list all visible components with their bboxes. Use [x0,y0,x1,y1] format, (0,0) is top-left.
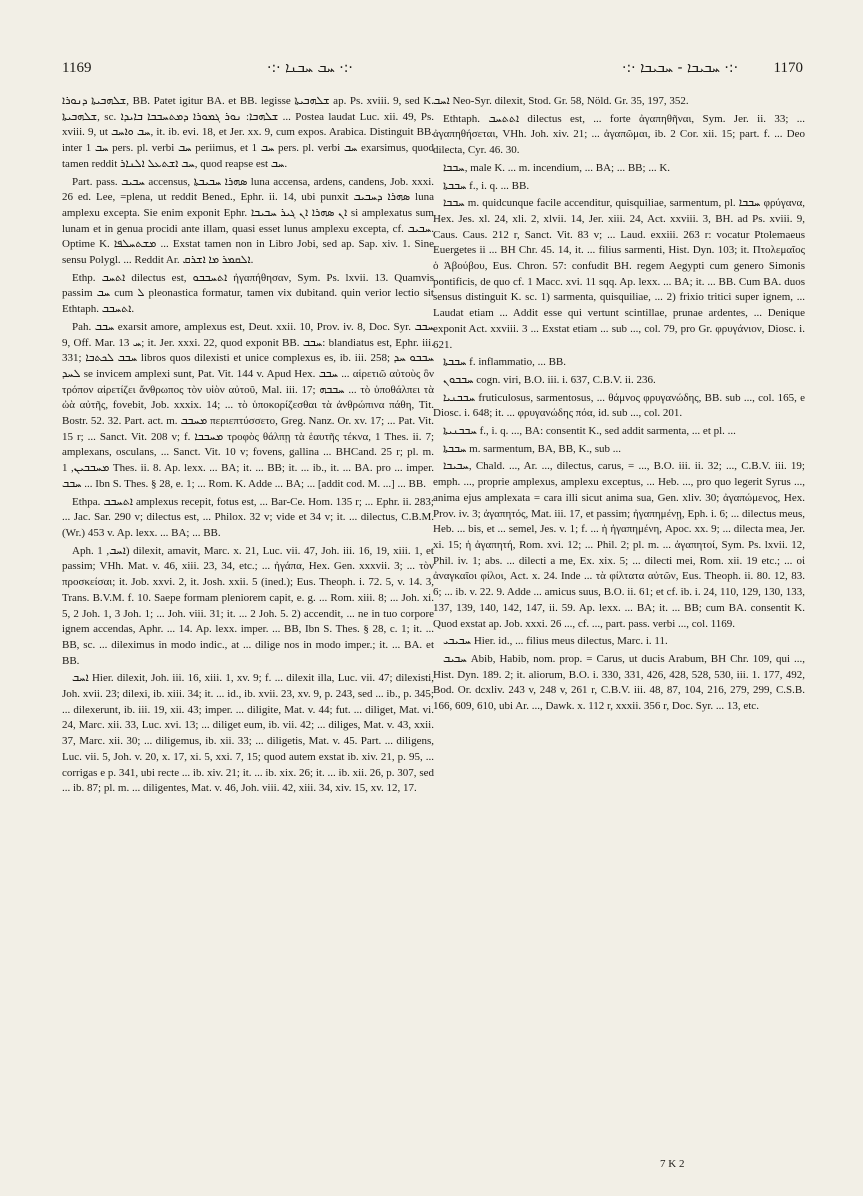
entry-paragraph: ܚܒܒܐ m. quidcunque facile accenditur, quisquiliae, sarmentum, pl. ܚܒܒܐ φρύγανα, Hex. Jes. xl. 24, xli. 2, xlvii. 14, Jer. xiii. 24, Act. xxviii. 3, BH. ad Ps. xviii. 9, Caus. Caus. 212 r, Sanct. Vit. 83 v; ... Laud. exxiii. 263 r: vocatur Ptolemaeus Euergetes ii ... BH Chr. 45. 14, it. ... filius sarmenti, Hist. Dyn. 103; it. Πτολεμαῖος ὁ Ἀβούβου, Eus. Chron. 57: confudit BH. regem Aegypti cum genero Simonis pontificis, de quo cf. 1 Macc. xvi. 11 sqq. Ap. lexx. ... BA; it. ... BB. Cum BA. duos sensus distinguit K. sc. 1) sarmenta, quisquiliae, ... 2) frixio tritici super ignem, ... Laudat etiam ... Addit esse qui vertunt scintillae, prunae ardentes, ... Denique exponit Act. xxviii. 3 ... Exstat etiam ... sub ..., col. 79, pro Gr. φρυγάνιον, Diosc. i. 621. [433,197,805,351]
entry-paragraph: Pah. ܚܒܒ exarsit amore, amplexus est, Deut. xxii. 10, Prov. iv. 8, Doc. Syr. ܚܒܒ 9, Off. Mar. ܚ 13; it. Jer. xxxi. 22, quod exponit BB. ܚܒܒ: blandiatus est, Ephr. iii. 331; ܚܒܒ ܠܟܬܒܐ libros quos dilexisti et unice complexus es, ib. iii. 258; ܚܒܒܘ ܚܕ ܠܚܕ se invicem amplexi sunt, Pat. Vit. 144 v. Apud Hex. ܚܒܒ ... αἱρετιῶ αὐτοὺς ὃν τρόπον αἱρετίζει ἄνθρωπος τὸν υἱὸν αὐτοῦ, Mal. iii. 17; ܚܒܒܗ ... τὸ ὑποθάλπει τὰ ὠὰ αὐτῆς, fovebit, Job. xxxix. 14; ... τὸ ὑποκορίζεσθαι τὰ ἀνθρώπινα πάθη, Tit. Bostr. 52. 32. Part. act. m. ܡܚܒܒ περιεπτύσσετο, Greg. Nanz. Or. xv. 17; ... Pat. Vit. 15 r; ... Sanct. Vit. 208 v; f. ܡܚܒܒܐ τροφὸς θάλπῃ τὰ ἑαυτῆς τέκνα, 1 Thes. ii. 7; amplexans, osculans, ... Sanct. Vit. 10 v; fovens, gallina ... BHCand. 25 r; pl. m. ܡܚܒܒܝܢ, 1 Thes. ii. 8. Ap. lexx. ... BA; it. ... BB; it. ... ib., it. ... BA. pro ... imper. ܚܒܒ ... Ibn S. Thes. § 28, e. 1; ... Rom. K. Adde ... BA; ... [addit cod. M. ...] ... BB. [62,320,434,490]
entry-paragraph: Ethtaph. ܐܬܬܚܒ dilectus est, ... forte ἀγαπηθῆναι, Sym. Jer. ii. 33; ... ἀγαπηθήσεται, VHh. Joh. xiv. 21; ... ἀγαπῶμαι, ib. 2 Cor. xii. 15; part. f. ... Deo dilecta, Cyr. 46. 30. [433,112,805,157]
entry-paragraph: ܚܒܒܬܐ f., i. q. ... BB. [443,179,530,192]
signature-mark: 7 K 2 [660,1158,685,1170]
left-column [62,94,434,1174]
entry-paragraph: ܚܒܒܢܝܬܐ f., i. q. ..., BA: consentit K., sed addit sarmenta, ... et pl. ... [443,425,736,438]
entry-paragraph: ܐܚܒ Hier. dilexit, Joh. iii. 16, xiii. 1, xv. 9; f. ... dilexit illa, Luc. vii. 47; dilexisti, Joh. xvii. 23; dilexi, ib. xiii. 34; it. ... id., ib. xvii. 23, xv. 9, p. 243, sed ... ib., p. 345; ... dilexerunt, ib. iii. 19, xii. 43; imper. ... diligite, Mat. v. 44; fut. ... diliget, Mat. vi. 24, Marc. xii. 33, Luc. xvi. 13; ... diliget eum, ib. vii. 42; ... diliges, Mat. v. 43, xxii. 37, Marc. xii. 30; ... diligemus, ib. xii. 33; ... diligetis, Mat. v. 45. Part. ... diligens, Luc. vii. 5, Joh. v. 20, x. 17, xi. 5, xxi. 7, 15; quod autem exstat ib. xiv. 21, p. 95, ... corrigas e p. 341, ubi recte ... ib. xiv. 21; it. ... ib. xix. 26; it. ... ib. xii. 26, p. 307, sed ... ib. 87; pl. m. ... diligentes, Mat. v. 46, Joh. viii. 42, xiii. 34, xiv. 15, xv. 12, 17. [62,672,434,795]
entry-paragraph: ܚܒܝܒ Abib, Habib, nom. prop. = Carus, ut ducis Arabum, BH Chr. 109, qui ..., Hist. Dyn. 189. 2; it. aliorum, B.O. i. 330, 331, 426, 428, 528, 530, iii. 1. 177, 492, Bod. Or. dcxliv. 243 v, 248 v, 261 r, C.B.V. iii. 48, 87, 104, 216, 279, 299, C.S.B. 166, 609, 610, ubi Ar. ..., Dawk. x. 112 r, xxxii. 356 r, Doc. Syr. ... 13, etc. [433,652,805,713]
entry-paragraph: ܚܒܝܒܝ Hier. id., ... filius meus dilectus, Marc. i. 11. [443,635,668,648]
entry-paragraph: ܚܒܒܢܝܐ fruticulosus, sarmentosus, ... θάμνος φρυγανώδης, BB. sub ..., col. 165, e Diosc. i. 648; it. ... φρυγανώδης πόα, id. sub ..., col. 201. [433,391,805,420]
entry-paragraph: ܫܠܗܒܝܬܐ ܕܢܘܪܐ, BB. Patet igitur BA. et BB. legisse ܫܠܗܒܝܬܐ ap. Ps. xviii. 9, sed K. ܫܠܗܒܝܬܐ, sc. ܫܠܗܒܐ: ܢܘܪ ܓܡܘܪܐ ܕܡܬܚܒܒܐ ܒܐܝܕܐ ... Postea laudat Luc. xii. 49, Ps. xviii. 9, ut ܚܒ ܘܐܚܒ, it. ib. evi. 18, et Jer. xx. 9, cum expos. Arabica. Distinguit BB. inter ܚܒ 1 pers. pl. verbi ܚܒ periimus, et ܚܒ 1 pers. pl. verbi ܚܒ exarsimus, quod tamen reddit ܚܒ ܐܫܬܥܠ ܐܠܢܐܪ, quod reapse est ܚܒ. [62,95,434,170]
entry-paragraph: ܚܒܒܘܢ cogn. viri, B.O. iii. i. 637, C.B.V. ii. 236. [443,373,656,386]
running-head-right: ·:· ܚܒܝܒܐ - ܚܒܝܒܐ ·:· [622,60,739,76]
entry-paragraph: ܚܒܝܒܐ, Chald. ..., Ar. ..., dilectus, carus, = ..., B.O. iii. ii. 32; ..., C.B.V. iii. 19; emph. ..., proprie amplexus, amplexu exceptus, ... Heb. ..., pro quo legerit Syrus ..., anima ejus amplexata = cara illi sicut anima sua, Gen. xliv. 30; ἀγαπώμενος, Hex. Prov. iv. 3; ἀγαπητός, Mat. iii. 17, et passim; ἠγαπημένῃ, Eph. i. 6; ... dilectus meus, Heb. ... bis, et ... semel, Jes. v. 1; f. ... ἡ ἠγαπημένη, Apoc. xx. 9; ... dilecta mea, Jer. xi. 15; ἡ ἀγαπητή, Rom. xvi. 12; ... Phil. 2; pl. m. ... ἀγαπητοί, Sym. Ps. lxvii. 12, Phil. iv. 1; abs. ... dilecti a me, Ex. xix. 5; ... dilecti mei, Rom. xii. 19 etc.; ... οἱ ἀναγκαῖοι φίλοι, Act. x. 24. Inde ... τὰ φίλτατα αὐτῶν, Eus. Theoph. ii. 80. 12, 83. 6; ... ib. v. 22. 9. Adde ... amicus suus, B.O. ii. 61; et cf. ib. i. 24, 110, 129, 130, 133, 137, 139, 140, 142, 147, ii. 59. Ap. lexx. ... BA; it. ... BB; cum BA. consentit K. Quod exstat ap. Job. xxxi. 26 ..., cf. ..., part. pass. verbi ..., col. 1169. [433,460,805,630]
entry-paragraph: ܚܒܒܬܐ f. inflammatio, ... BB. [443,356,567,369]
entry-paragraph: ܚܒܒܐ, male K. ... m. incendium, ... BA; ... BB; ... K. [443,161,671,174]
running-head-left: ·:· ܚܒ ܚܒܢܐ ·:· [267,60,353,76]
page-number-left: 1169 [62,60,92,76]
entry-paragraph: Part. pass. ܚܒܝܒ accensus, ܣܗܪܐ ܚܒܝܒܬܐ luna accensa, ardens, candens, Job. xxxi. 26 ed. Lee, =plena, ut reddit Bened., Ephr. ii. 14, ubi punxit ܣܗܪܐ ܕܚܒܝܒ luna amplexu excepta. Sie enim exponit Ephr. ܐܢ ܣܗܪܐ ܐܢ ܓܝܪ ܚܒܝܒܐ si amplexatus sum lunam et in genua procidi ante illam, quasi esset lunus amplexu excepta, cf. ܚܒܝܒ. Optime K. ܡܫܬܚܠܦܐ ... Exstat tamen non in Libro Jobi, sed ap. Sap. xiv. 1. Sine sensu Polygl. ... Reddit Ar. ܐܠܩܡܪ ܡܐ ܐܫܪܩ. [62,175,434,267]
entry-paragraph: Ethp. ܐܬܚܒ dilectus est, ܐܬܚܒܒܘ ἠγαπήθησαν, Sym. Ps. lxvii. 13. Quamvis passim ܚܒ cum ܠ pleonastica formatur, tamen vix dubitand. quin verior lectio sit Ethtaph. ܐܬܚܒܒ. [62,271,434,316]
entry-paragraph: Aph. ܐܚܒ, 1) dilexit, amavit, Marc. x. 21, Luc. vii. 47, Joh. iii. 16, 19, xiii. 1, et passim; VHh. Mat. v. 46, xiii. 23, 34, etc.; ... ἠγάπα, Hex. Gen. xxxvii. 3; ... τὸν προσκείσαι; it. Job. xxvi. 2, it. Josh. xxii. 5 (ined.); Eus. Theoph. i. 72. 5, v. 14. 3, Trans. B.V.M. f. 10. Saepe formam pleniorem capit, e. g. ... Rom. xiii. 8; ... Joh. xi. 5, 2 Joh. 1, 3 Joh. 1; ... Joh. viii. 31; it. ... 2 Joh. 5. 2) accendit, ... ne in tuo corpore ignem accendas, Aphr. ... 14. Ap. lexx. imper. ... BB, Ibn S. Thes. § 28, c. 1; it. ... BB, sc. ... dileximus in modo indic., at ... dilige nos in modo imper.; it. ... BA. et BB. [62,544,434,667]
entry-paragraph: ܐܚܒ Neo-Syr. dilexit, Stod. Gr. 58, Nöld. Gr. 35, 197, 352. [433,95,689,107]
entry-paragraph: Ethpa. ܐܬܚܒܒ amplexus recepit, fotus est, ... Bar-Ce. Hom. 135 r; ... Ephr. ii. 283; ... Jac. Sar. 290 v; dilectus est, ... Philox. 32 v; vide et 34 v; it. ... dilectus, C.B.M. (Wr.) 453 v. Ap. lexx. ... BA; ... BB. [62,495,434,539]
page-number-right: 1170 [773,60,803,76]
running-header [62,60,803,82]
right-column [433,94,805,1174]
entry-paragraph: ܚܒܒܬܐ m. sarmentum, BA, BB, K., sub ... [443,442,622,455]
